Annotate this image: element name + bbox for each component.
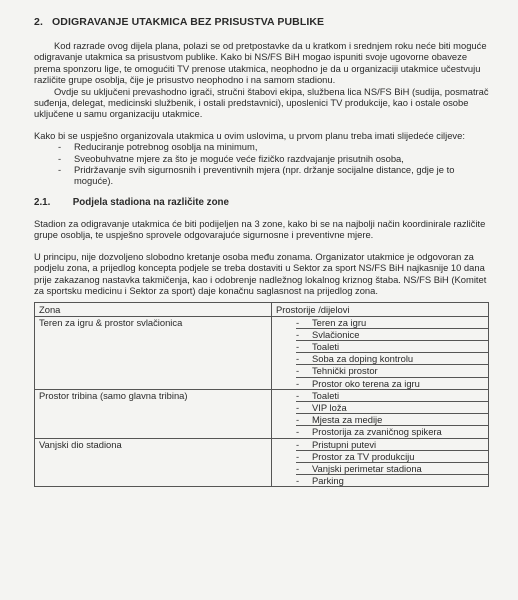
rooms-list <box>276 390 484 438</box>
rooms-list <box>276 317 484 389</box>
subsection-number: 2.1. <box>34 196 51 208</box>
rooms-cell <box>272 389 489 438</box>
table-row <box>35 389 489 438</box>
zone-cell: Vanjski dio stadiona <box>35 438 272 487</box>
zone-cell: Teren za igru & prostor svlačionica <box>35 316 272 389</box>
room-item: - Mjesta za medije <box>296 414 488 426</box>
goal-item: - Reduciranje potrebnog osoblja na minimum, <box>58 141 490 152</box>
zone-cell: Prostor tribina (samo glavna tribina) <box>35 389 272 438</box>
table-row <box>35 438 489 487</box>
subsection-heading <box>34 197 490 208</box>
room-item: - Svlačionice <box>296 329 488 341</box>
body-paragraph-2: U principu, nije dozvoljeno slobodno kretanje osoba među zonama. Organizator utakmice je odgovoran za podjelu zona, a prijedlog koncepta podjele se treba dostaviti u Sektor za sport NS/FS BiH najkasnije 10 dana prije zakazanog nastavka takmičenja, kao i odobrenje nadležnog lokalnog kriznog štaba. NS/FS BiH (Komitet za sportsku medicinu i Sektor za sport) daje konačnu saglasnost na prijedlog zona. <box>34 250 487 296</box>
rooms-list <box>276 439 484 487</box>
room-item: - Pristupni putevi <box>296 439 488 451</box>
room-item: - Soba za doping kontrolu <box>296 353 488 365</box>
table-row <box>35 316 489 389</box>
room-item: - Toaleti <box>296 341 488 353</box>
rooms-cell <box>272 316 489 389</box>
body-paragraph-1: Stadion za odigravanje utakmica će biti podijeljen na 3 zone, kako bi se na najbolji način koordinirale različite grupe osoblja, te uspješno sprovele odgovarajuće sigurnosne i preventivne mjere. <box>34 217 486 241</box>
room-item: - Teren za igru <box>296 317 488 329</box>
room-item: - Prostor oko terena za igru <box>296 378 488 389</box>
intro-paragraph-2: Ovdje su uključeni prevashodno igrači, stručni štabovi ekipa, službena lica NS/FS BiH (sudija, posmatrač suđenja, delegat, medicinski službenik, i ostali predstavnici), uposlenici TV produkcije, kao i ostale osobe uključene u samu organizaciju utakmice. <box>34 85 489 120</box>
zones-table <box>34 302 489 487</box>
room-item: - Parking <box>296 475 488 486</box>
subsection-title: Podjela stadiona na različite zone <box>72 196 229 208</box>
intro-paragraph-3: Kako bi se uspješno organizovala utakmica u ovim uslovima, u prvom planu treba imati slijedeće ciljeve: <box>34 129 465 141</box>
section-title: ODIGRAVANJE UTAKMICA BEZ PRISUSTVA PUBLIKE <box>52 16 325 28</box>
room-item: - Prostorija za zvaničnog spikera <box>296 426 488 437</box>
rooms-cell <box>272 438 489 487</box>
table-header-zone: Zona <box>35 303 272 316</box>
goal-item: - Sveobuhvatne mjere za što je moguće veće fizičko razdvajanje prisutnih osoba, <box>58 153 490 164</box>
room-item: - Prostor za TV produkciju <box>296 451 488 463</box>
section-heading <box>34 16 490 28</box>
intro-paragraph-1: Kod razrade ovog dijela plana, polazi se od pretpostavke da u kratkom i srednjem roku neće biti moguće odigravanje utakmica sa prisustvom publike. Kako bi NS/FS BiH mogao ispuniti svoje ugovorne obaveze prema sponzoru lige, te omogućiti TV prenose utakmica, neophodno je da u organizaciji utakmice učestvuju različite grupe osoblja, čije je prisustvo neophodno i na samom stadionu. <box>34 40 487 86</box>
table-header-row <box>35 303 489 316</box>
section-number: 2. <box>34 16 43 28</box>
room-item: - Tehnički prostor <box>296 365 488 377</box>
table-header-rooms: Prostorije /dijelovi <box>272 303 489 316</box>
room-item: - VIP loža <box>296 402 488 414</box>
goals-list <box>34 141 490 187</box>
room-item: - Toaleti <box>296 390 488 402</box>
goal-item: - Pridržavanje svih sigurnosnih i preventivnih mjera (npr. držanje socijalne distance, gdje je to moguće). <box>58 164 490 187</box>
room-item: - Vanjski perimetar stadiona <box>296 463 488 475</box>
